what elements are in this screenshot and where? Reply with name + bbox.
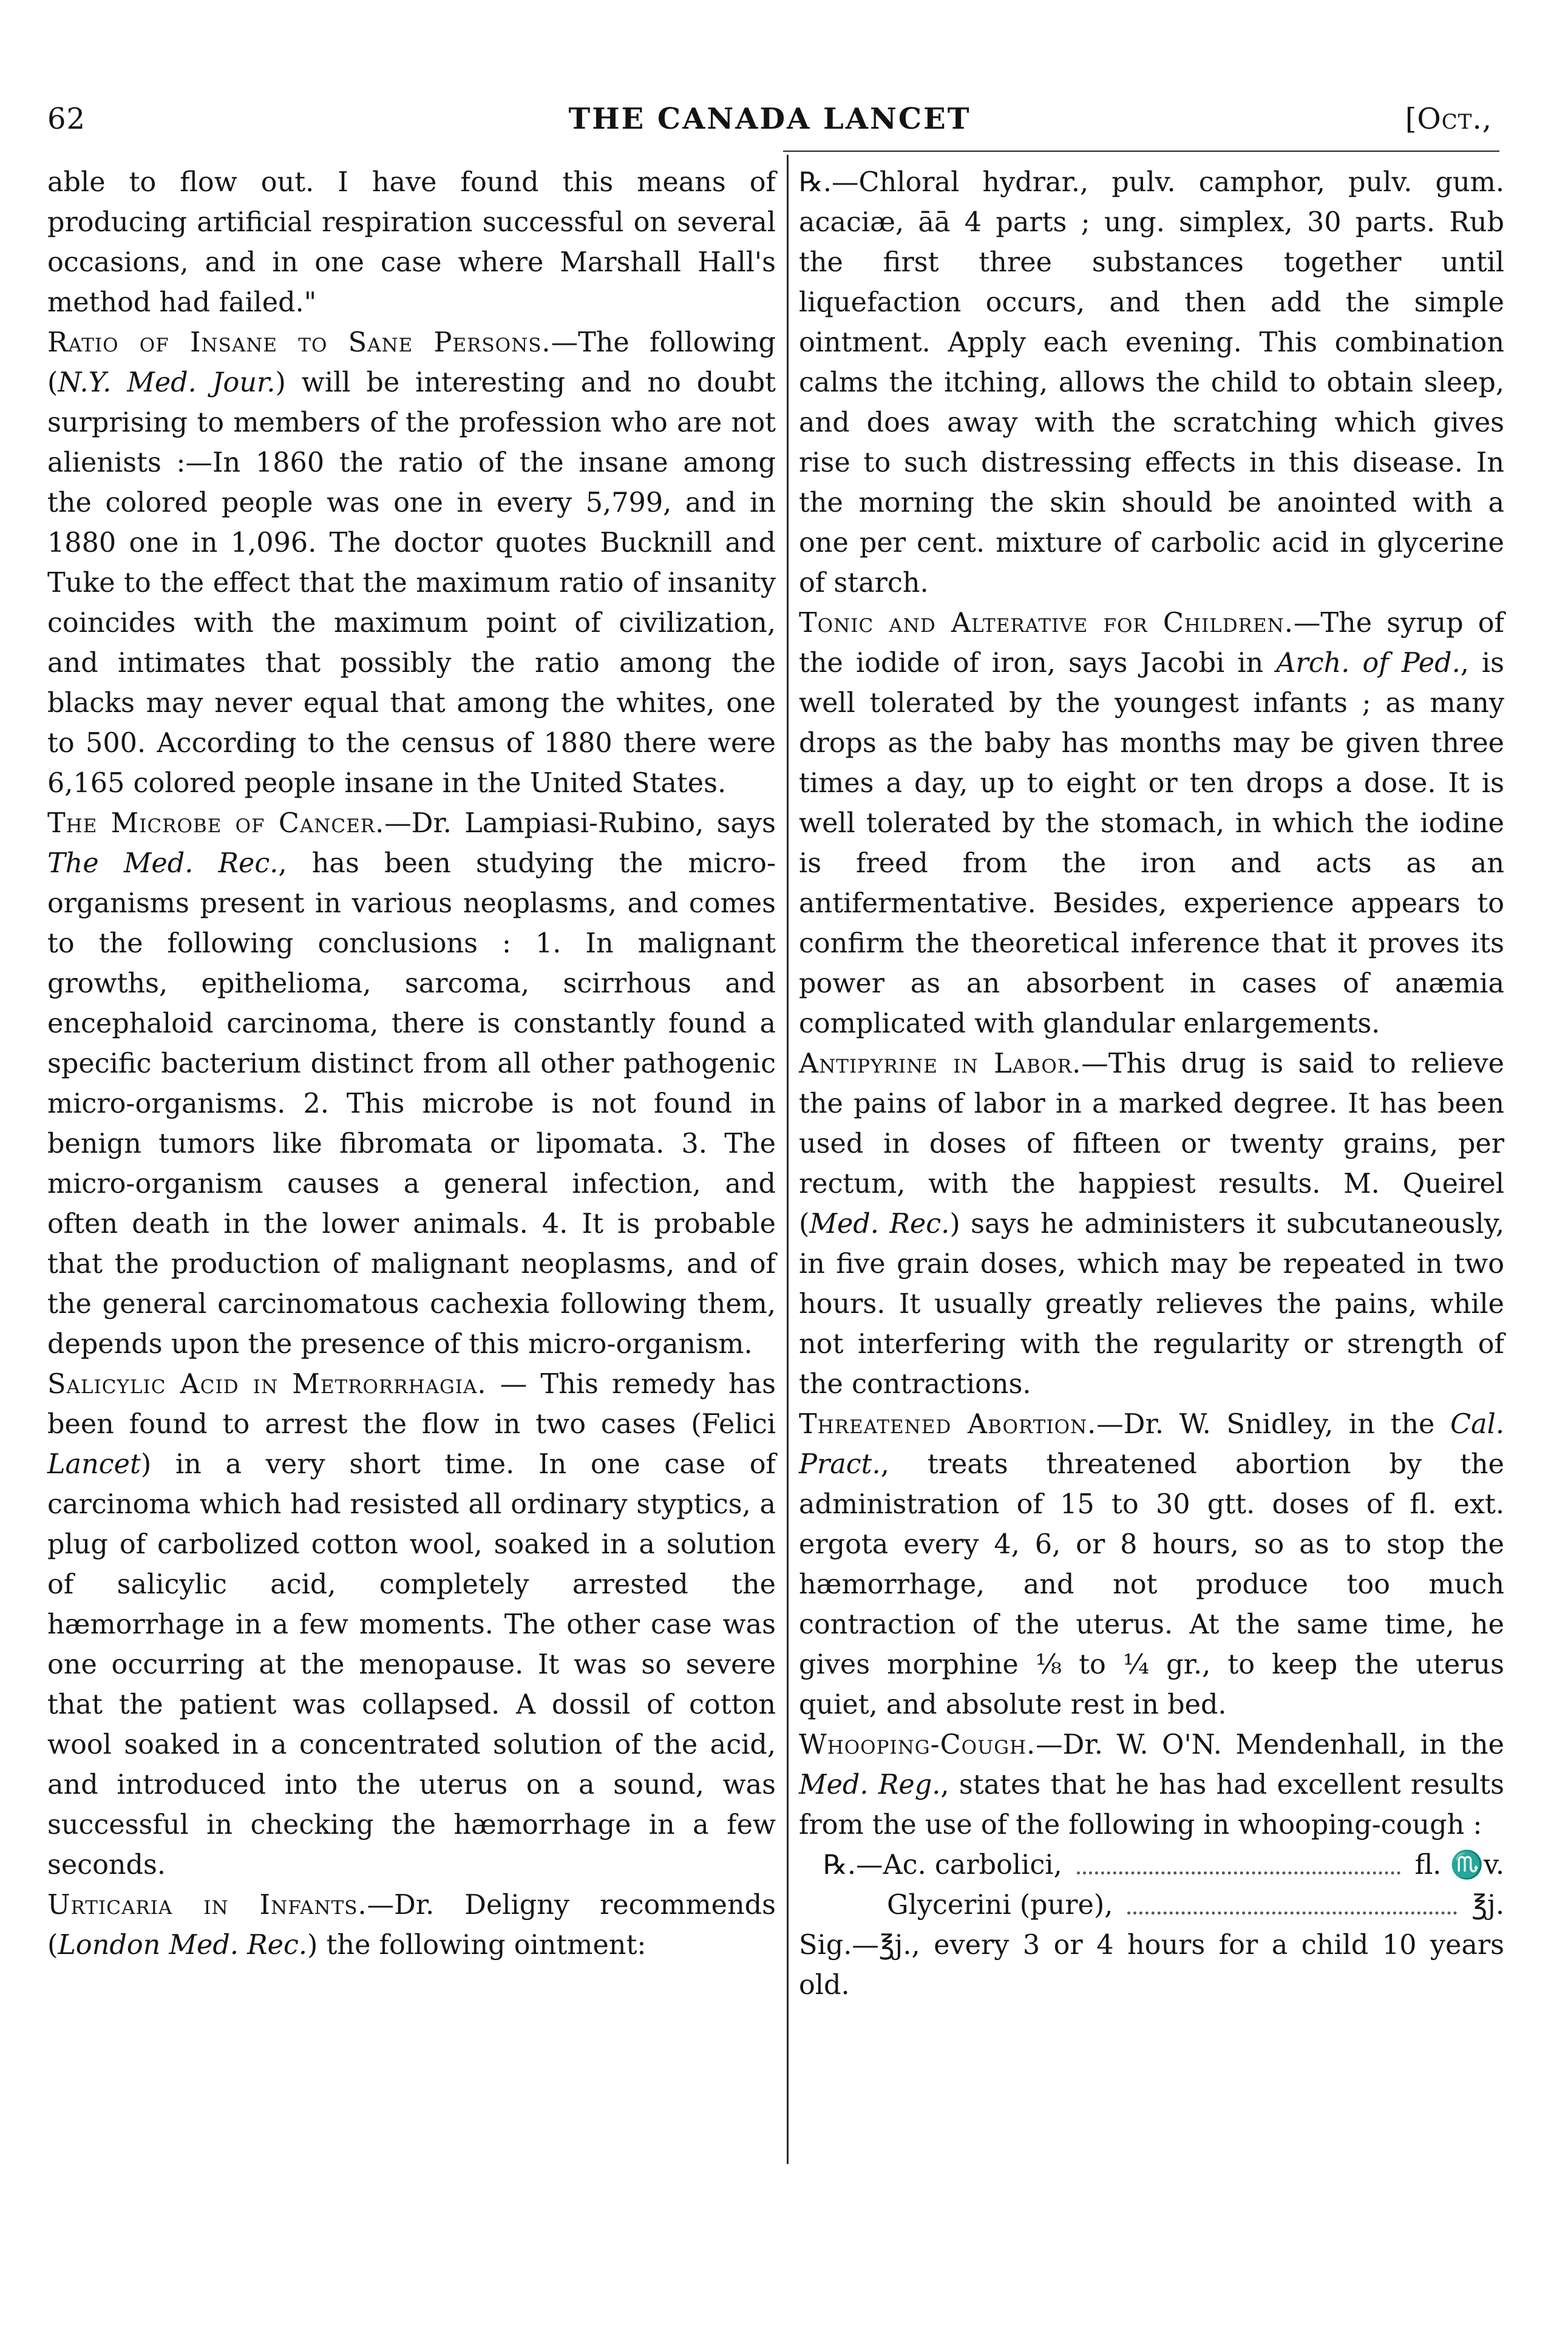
article-heading: Whooping-Cough. xyxy=(799,1729,1036,1760)
prescription-amount: ℥j. xyxy=(1471,1890,1504,1921)
article-text: ) will be interesting and no doubt surprising to members of the profession who are not alienists :—In 1860 the ratio of the insane among the colored people was one in every 5,799, and in 1880 one in 1,096. The doctor quotes Bucknill and Tuke to the effect that the maximum ratio of insanity coincides with the maximum point of civilization, and intimates that possibly the ratio among the blacks may never equal that among the whites, one to 500. According to the census of 1880 there were 6,165 colored people insane in the United States. xyxy=(47,367,776,799)
urticaria-prescription: ℞.—Chloral hydrar., pulv. camphor, pulv. gum. acaciæ, āā 4 parts ; ung. simplex, 30 parts. Rub the first three substances together until liquefaction occurs, and then add the simple ointment. Apply each evening. This combination calms the itching, allows the child to obtain sleep, and does away with the scratching which gives rise to such distressing effects in this disease. In the morning the skin should be anointed with a one per cent. mixture of carbolic acid in glycerine of starch. xyxy=(799,167,1504,599)
article-text: —Dr. Lampiasi-Rubino, says xyxy=(384,808,776,839)
article-heading: The Microbe of Cancer. xyxy=(47,808,385,839)
article-microbe-cancer xyxy=(47,804,776,1365)
article-text: ) in a very short time. In one case of carcinoma which had resisted all ordinary styptics, a plug of carbolized cotton wool, soaked in a solution of salicylic acid, completely arrested the hæmorrhage in a few moments. The other case was one occurring at the menopause. It was so severe that the patient was collapsed. A dossil of cotton wool soaked in a concentrated solution of the acid, and introduced into the uterus on a sound, was successful in checking the hæmorrhage in a few seconds. xyxy=(47,1449,776,1881)
article-text: —This drug is said to relieve the pains of labor in a marked degree. It has been used in doses of fifteen or twenty grains, per rectum, with the happiest results. M. Queirel ( xyxy=(799,1048,1504,1240)
column-divider xyxy=(787,155,789,2164)
article-text: ) the following ointment: xyxy=(307,1930,647,1961)
article-text: — This remedy has been found to arrest the flow in two cases (Felici xyxy=(47,1369,776,1440)
article-heading: Antipyrine in Labor. xyxy=(799,1048,1082,1079)
page-header xyxy=(47,102,1492,144)
issue-month: [Oct., xyxy=(1405,102,1492,136)
article-text: , states that he has had excellent results from the use of the following in whooping-cough : xyxy=(799,1769,1504,1840)
article-text: —The syrup of the iodide of iron, says Jacobi in xyxy=(799,608,1504,679)
article-antipyrine-labor xyxy=(799,1044,1504,1405)
prescription-line xyxy=(799,1885,1504,1925)
article-salicylic-acid xyxy=(47,1365,776,1885)
article-source: Med. Rec. xyxy=(809,1209,950,1240)
article-text: —Dr. W. Snidley, in the xyxy=(1096,1409,1451,1440)
prescription-ingredient: ℞.—Ac. carbolici, xyxy=(823,1850,1062,1881)
article-source: N.Y. Med. Jour. xyxy=(58,367,276,398)
article-text: ) says he administers it subcutaneously, in five grain doses, which may be repeated in two hours. It usually greatly relieves the pains, while not interfering with the regularity or strength of the contractions. xyxy=(799,1209,1504,1400)
article-heading: Urticaria in Infants. xyxy=(47,1890,367,1921)
article-source: Med. Reg. xyxy=(799,1769,941,1800)
article-whooping-cough xyxy=(799,1725,1504,1845)
article-source: Cal. Pract. xyxy=(799,1409,1504,1480)
article-heading: Tonic and Alterative for Children. xyxy=(799,608,1294,639)
dot-leader xyxy=(1127,1885,1457,1915)
prescription-ingredient: Glycerini (pure), xyxy=(887,1890,1113,1921)
prescription-amount: fl. ♏v. xyxy=(1414,1850,1504,1881)
article-source: London Med. Rec. xyxy=(58,1930,308,1961)
article-text: —Dr. W. O'N. Mendenhall, in the xyxy=(1036,1729,1504,1760)
dot-leader xyxy=(1077,1845,1400,1874)
header-rule xyxy=(783,151,1499,152)
right-column xyxy=(799,163,1504,2006)
article-text: —The following ( xyxy=(47,327,776,398)
article-tonic-children xyxy=(799,603,1504,1044)
left-column xyxy=(47,163,776,1966)
journal-title: THE CANADA LANCET xyxy=(568,102,971,136)
article-text: , is well tolerated by the youngest infants ; as many drops as the baby has months may be given three times a day, up to eight or ten drops a dose. It is well tolerated by the stomach, in which the iodine is freed from the iron and acts as an antifermentative. Besides, experience appears to confirm the theoretical inference that it proves its power as an absorbent in cases of anæmia complicated with glandular enlargements. xyxy=(799,648,1504,1039)
article-text: —Dr. Deligny recommends ( xyxy=(47,1890,776,1961)
article-threatened-abortion xyxy=(799,1405,1504,1725)
continuation-paragraph: able to flow out. I have found this means of producing artificial respiration successful on several occasions, and in one case where Marshall Hall's method had failed." xyxy=(47,167,776,318)
article-urticaria-infants xyxy=(47,1885,776,1966)
article-text: , treats threatened abortion by the administration of 15 to 30 gtt. doses of fl. ext. ergota every 4, 6, or 8 hours, so as to stop the hæmorrhage, and not produce too much contraction of the uterus. At the same time, he gives morphine ⅛ to ¼ gr., to keep the uterus quiet, and absolute rest in bed. xyxy=(799,1449,1504,1720)
article-source: Lancet xyxy=(47,1449,141,1480)
article-source: Arch. of Ped. xyxy=(1276,648,1461,679)
page-number: 62 xyxy=(47,102,86,136)
article-heading: Ratio of Insane to Sane Persons. xyxy=(47,327,551,358)
prescription-directions: Sig.—℥j., every 3 or 4 hours for a child 10 years old. xyxy=(799,1930,1504,2001)
article-heading: Salicylic Acid in Metrorrhagia. xyxy=(47,1369,487,1400)
prescription-line xyxy=(799,1845,1504,1885)
article-text: , has been studying the micro-organisms present in various neoplasms, and comes to the following conclusions : 1. In malignant growths, epithelioma, sarcoma, scirrhous and encephaloid carcinoma, there is constantly found a specific bacterium distinct from all other pathogenic micro-organisms. 2. This microbe is not found in benign tumors like fibromata or lipomata. 3. The micro-organism causes a general infection, and often death in the lower animals. 4. It is probable that the production of malignant neoplasms, and of the general carcinomatous cachexia following them, depends upon the presence of this micro-organism. xyxy=(47,848,776,1360)
article-heading: Threatened Abortion. xyxy=(799,1409,1097,1440)
article-ratio-insane xyxy=(47,323,776,804)
article-source: The Med. Rec. xyxy=(47,848,279,879)
